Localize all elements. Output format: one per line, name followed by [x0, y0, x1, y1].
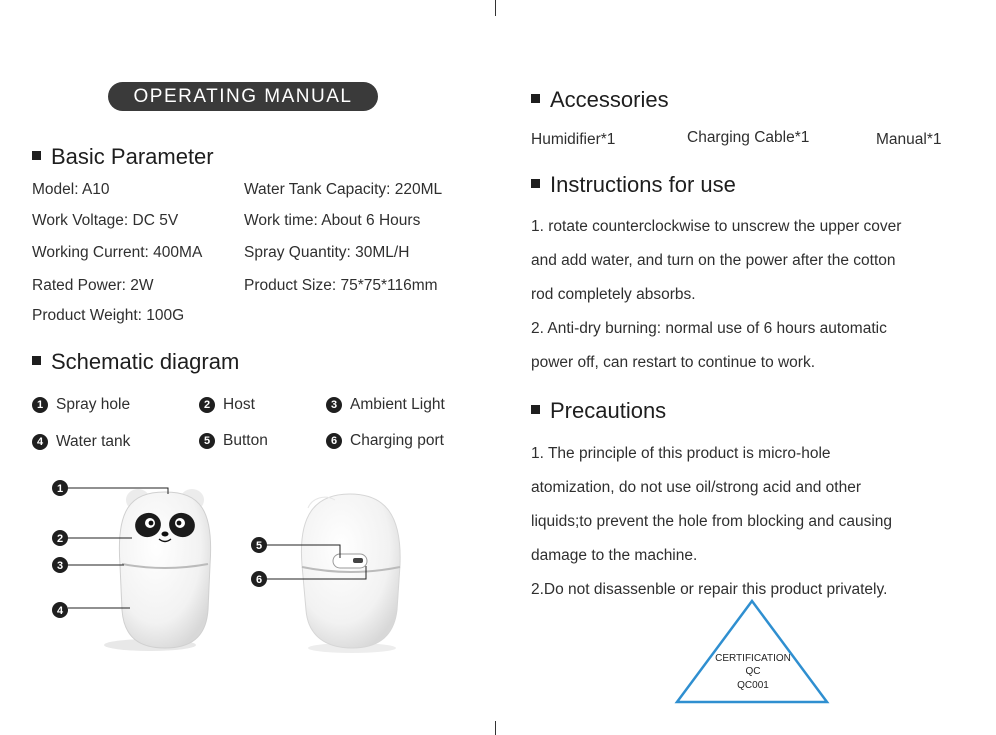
accessory-item: Charging Cable*1 — [687, 129, 810, 146]
svg-text:3: 3 — [56, 560, 64, 572]
part-legend-item: 6 Charging port — [326, 432, 444, 450]
svg-text:6: 6 — [255, 574, 263, 586]
humidifier-side-view — [301, 494, 400, 653]
param-product-weight: Product Weight: 100G — [32, 307, 185, 324]
callout-badge-2-icon — [52, 530, 68, 546]
svg-text:1: 1 — [56, 483, 64, 495]
callout-badge-3-icon — [52, 557, 68, 573]
param-model: Model: A10 — [32, 181, 110, 198]
part-legend-item: 3 Ambient Light — [326, 396, 445, 414]
svg-text:4: 4 — [56, 605, 64, 617]
param-work-time: Work time: About 6 Hours — [244, 212, 421, 229]
accessories-heading: Accessories — [531, 87, 669, 113]
basic-parameter-heading: Basic Parameter — [32, 144, 214, 170]
precautions-paragraph — [531, 437, 971, 607]
certification-label: CERTIFICATION — [715, 653, 791, 664]
number-badge-icon: 2 — [199, 397, 215, 413]
instructions-heading: Instructions for use — [531, 172, 736, 198]
param-spray-quantity: Spray Quantity: 30ML/H — [244, 244, 410, 261]
part-legend-item: 1 Spray hole — [32, 396, 130, 414]
manual-title-banner: OPERATING MANUAL — [108, 82, 378, 111]
accessory-item: Manual*1 — [876, 131, 942, 148]
instructions-line: rod completely absorbs. — [531, 286, 696, 303]
callout-badge-4-icon — [52, 602, 68, 618]
part-legend-item: 4 Water tank — [32, 433, 130, 451]
fold-mark-top — [495, 0, 496, 16]
precautions-line: 1. The principle of this product is micro-hole — [531, 445, 831, 462]
bullet-square-icon — [531, 179, 540, 188]
param-rated-power: Rated Power: 2W — [32, 277, 154, 294]
certification-code: QC001 — [737, 680, 769, 691]
fold-mark-bottom — [495, 721, 496, 735]
accessory-item: Humidifier*1 — [531, 131, 616, 148]
certification-qc: QC — [745, 666, 761, 677]
bullet-square-icon — [32, 356, 41, 365]
bullet-square-icon — [32, 151, 41, 160]
panda-humidifier-front — [104, 489, 211, 651]
param-working-current: Working Current: 400MA — [32, 244, 203, 261]
precautions-line: damage to the machine. — [531, 547, 698, 564]
precautions-line: atomization, do not use oil/strong acid and other — [531, 479, 862, 496]
precautions-line: liquids;to prevent the hole from blocking and causing — [531, 513, 893, 530]
part-legend-item: 2 Host — [199, 396, 255, 414]
instructions-line: 2. Anti-dry burning: normal use of 6 hours automatic — [531, 320, 887, 337]
bullet-square-icon — [531, 94, 540, 103]
callout-badge-5-icon — [251, 537, 267, 553]
precautions-heading: Precautions — [531, 398, 666, 424]
instructions-paragraph — [531, 210, 971, 380]
param-product-size: Product Size: 75*75*116mm — [244, 277, 438, 294]
instructions-line: and add water, and turn on the power after the cotton — [531, 252, 896, 269]
humidifier-diagram — [40, 470, 420, 660]
part-legend-item: 5 Button — [199, 432, 268, 450]
param-water-tank-capacity: Water Tank Capacity: 220ML — [244, 181, 443, 198]
schematic-heading: Schematic diagram — [32, 349, 239, 375]
svg-text:2: 2 — [56, 533, 64, 545]
callout-badge-1-icon — [52, 480, 68, 496]
instructions-line: power off, can restart to continue to work. — [531, 354, 816, 371]
number-badge-icon: 4 — [32, 434, 48, 450]
param-work-voltage: Work Voltage: DC 5V — [32, 212, 179, 229]
instructions-line: 1. rotate counterclockwise to unscrew the upper cover — [531, 218, 902, 235]
callout-badge-6-icon — [251, 571, 267, 587]
number-badge-icon: 6 — [326, 433, 342, 449]
number-badge-icon: 5 — [199, 433, 215, 449]
number-badge-icon: 3 — [326, 397, 342, 413]
svg-text:5: 5 — [255, 540, 263, 552]
bullet-square-icon — [531, 405, 540, 414]
precautions-line: 2.Do not disassenble or repair this product privately. — [531, 581, 888, 598]
number-badge-icon: 1 — [32, 397, 48, 413]
